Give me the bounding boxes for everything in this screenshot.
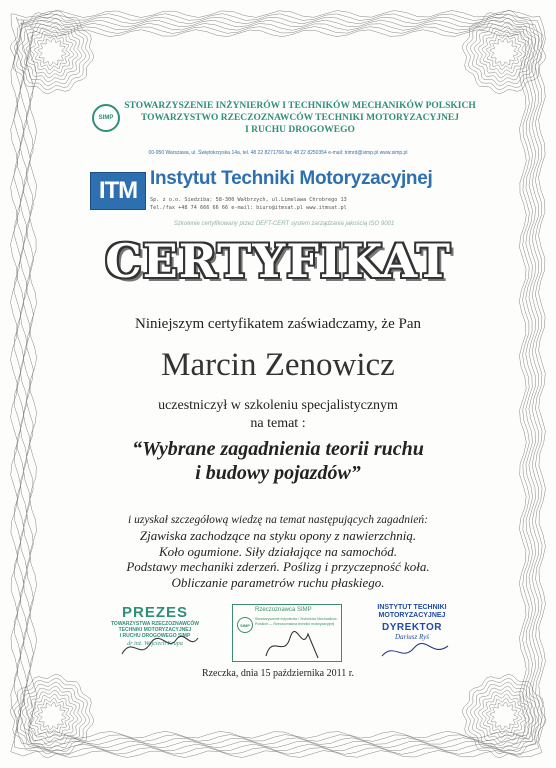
corner-rosette (10, 674, 94, 758)
issue-date: Rzeczka, dnia 15 października 2011 r. (201, 668, 355, 679)
president-org-line: TECHNIKI MOTORYZACYJNEJ (118, 627, 192, 633)
certificate-title: CERTYFIKAT (105, 234, 451, 288)
corner-rosette (34, 698, 70, 734)
participation-text: uczestniczył w szkoleniu specjalistycznym (158, 398, 398, 413)
corner-rosette (478, 26, 530, 78)
course-topic-line-2: i budowy pojazdów” (195, 462, 361, 484)
knowledge-item: Koło ogumione. Siły działające na samochód. (159, 543, 397, 559)
knowledge-item: Podstawy mechaniki zderzeń. Poślizg i przyczepność koła. (126, 559, 430, 574)
expert-stamp-heading: Rzeczoznawca SIMP (255, 607, 312, 613)
institute-contact: Tel./fax +48 74 666 66 66 e-mail: biuro@itmsat.pl www.itmsat.pl (150, 205, 347, 211)
corner-rosette (462, 10, 546, 94)
knowledge-list (0, 528, 556, 590)
association-contact: 00-950 Warszawa, ul. Świętokrzyska 14a, tel. 48 22 8271766 fax 48 22 8250354 e-mail: trimrd@simp.pl www.simp.pl (148, 150, 408, 156)
director-org-line: MOTORYZACYJNEJ (378, 612, 446, 619)
corner-rosette (30, 30, 74, 74)
association-name (120, 100, 480, 136)
intro-text: Niniejszym certyfikatem zaświadczamy, że Pan (135, 316, 421, 332)
corner-rosette (490, 38, 518, 66)
corner-rosette (22, 22, 82, 82)
corner-rosette (38, 38, 66, 66)
simp-logo: SIMP (92, 104, 120, 132)
topic-label: na temat : (250, 416, 306, 431)
president-org-line: TOWARZYSTWA RZECZOZNAWCÓW (110, 621, 200, 627)
association-line-2: TOWARZYSTWO RZECZOZNAWCÓW TECHNIKI MOTORYZACYJNEJ (140, 113, 460, 123)
director-signature (380, 640, 450, 664)
president-title: PREZES (121, 604, 188, 621)
corner-rosette (26, 26, 78, 78)
simp-stamp-logo: SIMP (237, 617, 253, 633)
president-signature (120, 632, 200, 662)
corner-rosette (38, 702, 66, 730)
corner-rosette (490, 702, 518, 730)
corner-rosette (462, 674, 546, 758)
corner-rosette (482, 694, 526, 738)
director-org-line: INSTYTUT TECHNIKI (377, 604, 447, 611)
corner-rosette (482, 30, 526, 74)
knowledge-item: Obliczanie parametrów ruchu płaskiego. (171, 574, 385, 590)
director-stamp (358, 604, 466, 641)
corner-rosette (14, 678, 90, 754)
association-line-3: I RUCHU DROGOWEGO (245, 125, 355, 135)
corner-rosette (34, 34, 70, 70)
director-name: Dariusz Ryś (395, 633, 429, 641)
corner-rosette (474, 22, 534, 82)
president-org-line: I RUCHU DROGOWEGO SIMP (119, 633, 191, 639)
expert-stamp-text: Stowarzyszenie Inżynierów i Techników Mechaników Polskich — Rzeczoznawca techniki motoryzacyjnej (255, 617, 337, 626)
corner-rosette (26, 690, 78, 742)
course-topic-line-1: “Wybrane zagadnienia teorii ruchu (132, 438, 424, 460)
course-topic (0, 437, 556, 485)
knowledge-intro: i uzyskał szczegółową wiedzę na temat następujących zagadnień: (128, 514, 428, 526)
iso-note: Szkolenie certyfikowany przez DEFT-CERT system zarządzania jakością ISO 9001 (173, 221, 395, 227)
corner-rosette (30, 694, 74, 738)
recipient-name: Marcin Zenowicz (161, 347, 395, 383)
knowledge-item: Zjawiska zachodzące na styku opony z nawierzchnią. (139, 528, 417, 543)
corner-rosette (486, 34, 522, 70)
director-title: DYREKTOR (382, 622, 442, 633)
institute-address: Sp. z o.o. Siedziba: 58-300 Wałbrzych, ul.Limelawa Chrobrego 13 (150, 197, 347, 203)
corner-rosette (486, 698, 522, 734)
expert-signature (262, 628, 322, 662)
association-line-1: STOWARZYSZENIE INŻYNIERÓW I TECHNIKÓW MECHANIKÓW POLSKICH (124, 101, 476, 111)
itm-logo: ITM (90, 172, 146, 210)
corner-rosette (478, 690, 530, 742)
president-name: dr inż. Wojciech Krupa (127, 641, 183, 647)
corner-rosette (466, 678, 542, 754)
institute-name: Instytut Techniki Motoryzacyjnej (150, 168, 433, 189)
institute-address-block (150, 196, 470, 212)
